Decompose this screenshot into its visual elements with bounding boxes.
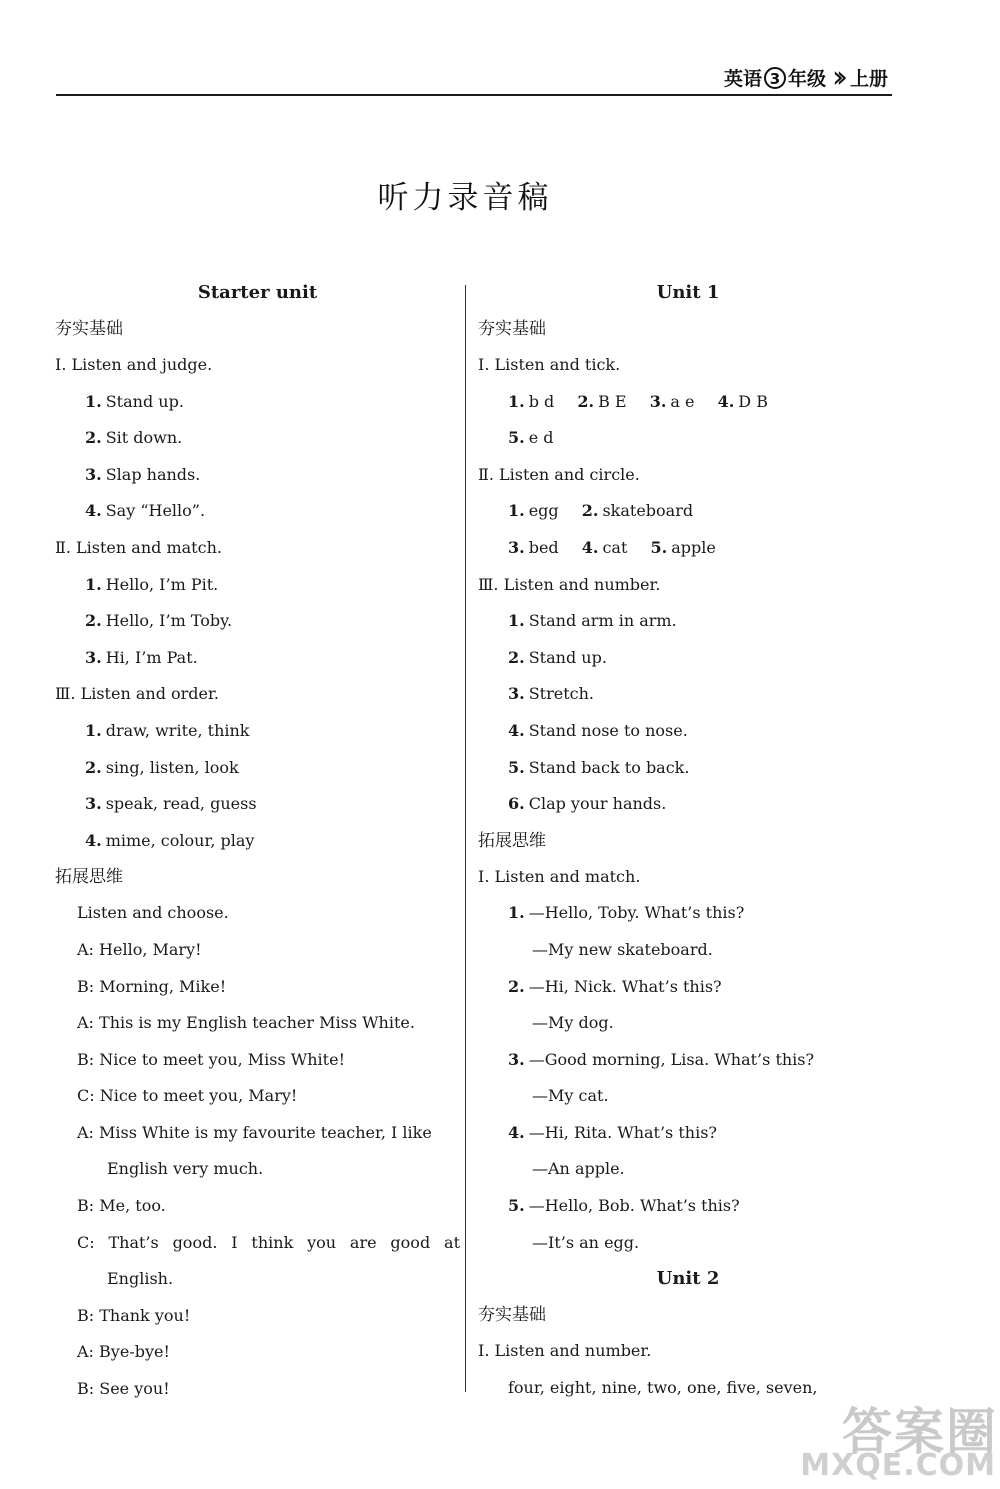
list-item: 3. speak, read, guess [85,794,257,814]
dialogue-line: A: Bye-bye! [77,1342,170,1362]
list-item: 6. Clap your hands. [508,794,667,814]
list-item: 2. Stand up. [508,647,607,667]
dialogue-question: 3. —Good morning, Lisa. What’s this? [508,1049,815,1069]
dialogue-line: B: Nice to meet you, Miss White! [77,1049,345,1069]
header-subject: 英语 [723,68,762,90]
dialogue-question: 5. —Hello, Bob. What’s this? [508,1196,740,1216]
part-title: Ⅱ. Listen and circle. [478,464,640,484]
header-rule [56,94,892,96]
dialogue-line: C: Nice to meet you, Mary! [77,1086,298,1106]
dialogue-intro: Listen and choose. [77,903,229,923]
list-item: 4. Say “Hello”. [85,501,206,521]
header-grade-suffix: 年级 [787,68,826,90]
dialogue-line: C: That’s good. I think you are good at [77,1232,460,1252]
list-item: 2. sing, listen, look [85,757,239,777]
dialogue-line: B: Morning, Mike! [77,976,227,996]
dialogue-answer: —An apple. [532,1159,625,1179]
dialogue-line: A: Miss White is my favourite teacher, I like [77,1122,432,1142]
list-item: 1. Stand arm in arm. [508,611,677,631]
dialogue-line: B: Me, too. [77,1196,166,1216]
answer-row: 3. bed 4. cat 5. apple [508,537,716,557]
part-title: Ⅱ. Listen and match. [55,537,222,557]
list-item: 4. mime, colour, play [85,830,255,850]
list-item: 5. Stand back to back. [508,757,690,777]
column-divider [465,285,466,1392]
dialogue-line: English. [107,1269,174,1289]
list-item: 1. draw, write, think [85,720,250,740]
part-title: Ⅰ. Listen and number. [478,1341,652,1361]
double-chevron-icon: ›› [831,59,840,95]
section-heading: 拓展思维 [478,830,546,851]
page-title: 听力录音稿 [377,180,553,216]
page-header [56,60,892,96]
list-item: 4. Stand nose to nose. [508,720,688,740]
section-heading: 拓展思维 [55,867,123,888]
section-heading: 夯实基础 [478,319,546,339]
header-book-info [723,59,888,95]
dialogue-question: 4. —Hi, Rita. What’s this? [508,1122,717,1142]
part-title: Ⅰ. Listen and match. [478,866,641,886]
section-heading: 夯实基础 [478,1305,546,1326]
dialogue-question: 2. —Hi, Nick. What’s this? [508,976,722,996]
dialogue-question: 1. —Hello, Toby. What’s this? [508,903,745,923]
dialogue-line: B: See you! [77,1379,170,1399]
unit-title: Unit 2 [656,1268,720,1290]
grade-number-badge: 3 [764,67,786,89]
header-volume: 上册 [849,68,888,90]
watermark-logo [720,1392,998,1487]
answer-row: 1. b d 2. B E 3. a e 4. D B [508,391,768,411]
unit-title: Unit 1 [656,282,720,303]
unit-title: Starter unit [197,282,318,303]
watermark-main-text: 答案圈 [842,1403,998,1461]
dialogue-line: English very much. [107,1159,264,1179]
dialogue-answer: —It’s an egg. [532,1232,640,1252]
right-column [478,275,898,1406]
list-item: 2. Sit down. [85,428,183,448]
part-title: Ⅰ. Listen and tick. [478,355,621,374]
part-title: Ⅲ. Listen and order. [55,684,219,704]
part-title: Ⅲ. Listen and number. [478,574,661,594]
list-item: 3. Slap hands. [85,464,201,484]
dialogue-line: A: Hello, Mary! [77,939,202,959]
dialogue-line: B: Thank you! [77,1305,191,1325]
section-heading: 夯实基础 [55,319,123,339]
answer-text: four, eight, nine, two, one, five, seven, [508,1377,818,1397]
dialogue-line: A: This is my English teacher Miss White. [77,1013,415,1033]
answer-row: 5. e d [508,428,554,448]
list-item: 3. Stretch. [508,684,594,704]
dialogue-answer: —My cat. [532,1086,609,1106]
watermark-site-text: MXQE.COM [800,1448,996,1483]
list-item: 3. Hi, I’m Pat. [85,647,198,667]
list-item: 2. Hello, I’m Toby. [85,611,233,631]
list-item: 1. Hello, I’m Pit. [85,574,219,594]
left-column [55,275,460,1408]
list-item: 1. Stand up. [85,391,184,411]
dialogue-answer: —My dog. [532,1013,614,1033]
part-title: Ⅰ. Listen and judge. [55,355,213,374]
answer-row: 1. egg 2. skateboard [508,501,694,521]
dialogue-answer: —My new skateboard. [532,939,713,959]
